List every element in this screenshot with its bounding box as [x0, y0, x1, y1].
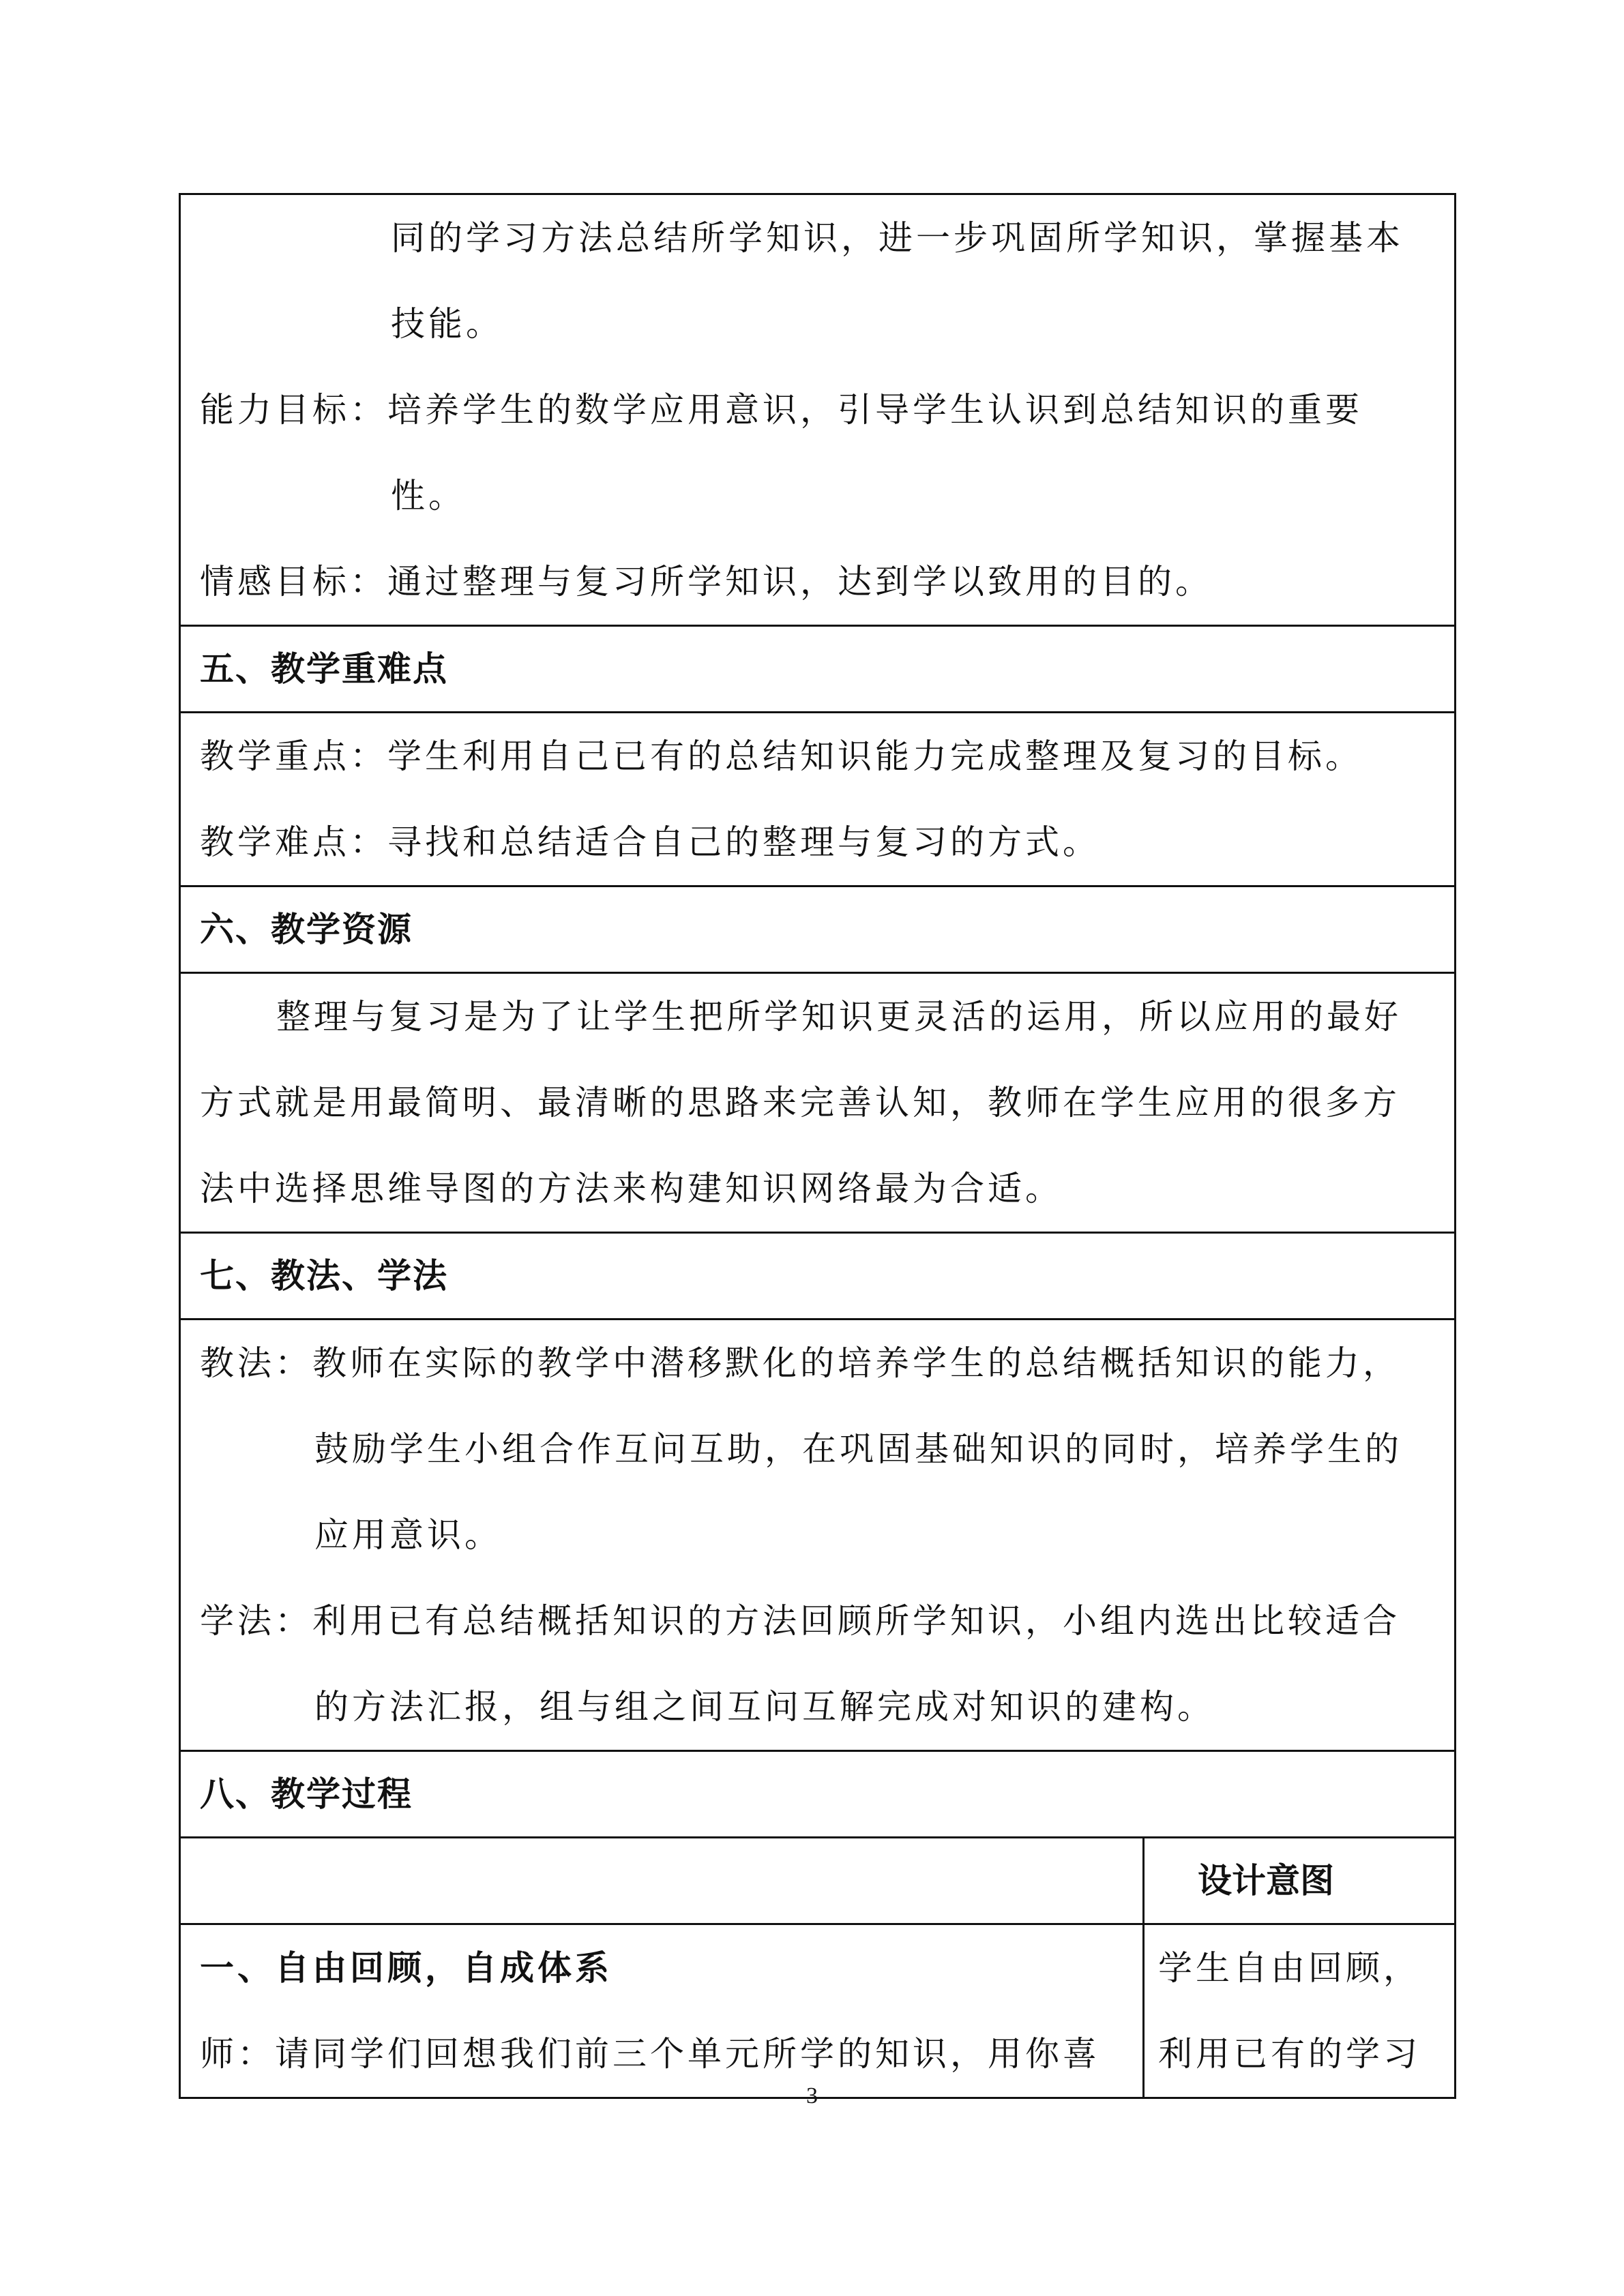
teaching-method-continued: 鼓励学生小组合作互问互助，在巩固基础知识的同时，培养学生的 [314, 1429, 1402, 1469]
step-title: 一、自由回顾，自成体系 [200, 1948, 612, 1988]
section-6-content-row [181, 974, 1454, 1234]
section-heading: 八、教学过程 [200, 1774, 413, 1814]
section-heading: 五、教学重难点 [200, 649, 448, 689]
teaching-method-continued: 应用意识。 [314, 1515, 502, 1555]
emotion-objective: 情感目标：通过整理与复习所学知识，达到学以致用的目的。 [200, 562, 1213, 601]
teaching-method: 教法：教师在实际的教学中潜移默化的培养学生的总结概括知识的能力， [200, 1343, 1400, 1383]
section-heading: 六、教学资源 [200, 910, 413, 949]
teaching-key-point: 教学重点：学生利用自己已有的总结知识能力完成整理及复习的目标。 [200, 736, 1363, 776]
process-step-intent [1145, 1925, 1454, 2097]
ability-objective-continued: 性。 [391, 476, 466, 516]
objective-text-line: 技能。 [391, 304, 503, 344]
ability-objective: 能力目标：培养学生的数学应用意识，引导学生认识到总结知识的重要 [200, 390, 1363, 430]
resource-paragraph-line: 法中选择思维导图的方法来构建知识网络最为合适。 [200, 1169, 1063, 1208]
objectives-cell [181, 195, 1454, 625]
page-number: 3 [806, 2083, 818, 2108]
lesson-plan-table [179, 193, 1456, 2099]
design-intent-text: 学生自由回顾， [1158, 1948, 1421, 1988]
section-6-heading-row [181, 887, 1454, 974]
section-7-heading-row [181, 1234, 1454, 1320]
design-intent-text: 利用已有的学习 [1158, 2034, 1421, 2074]
design-intent-header: 设计意图 [1198, 1861, 1334, 1900]
learning-method: 学法：利用已有总结概括知识的方法回顾所学知识，小组内选出比较适合 [200, 1601, 1400, 1641]
process-step-row [181, 1925, 1454, 2097]
resource-paragraph-line: 整理与复习是为了让学生把所学知识更灵活的运用，所以应用的最好 [276, 997, 1402, 1037]
process-step-content [181, 1925, 1145, 2097]
section-5-heading-row [181, 627, 1454, 713]
process-header-row [181, 1838, 1454, 1925]
process-header-right [1145, 1838, 1454, 1923]
teaching-difficult-point: 教学难点：寻找和总结适合自己的整理与复习的方式。 [200, 822, 1100, 862]
process-header-left [181, 1838, 1145, 1923]
objective-text-line: 同的学习方法总结所学知识，进一步巩固所学知识，掌握基本 [391, 218, 1404, 258]
section-7-content-row [181, 1320, 1454, 1752]
section-5-content-row [181, 713, 1454, 887]
step-text: 师：请同学们回想我们前三个单元所学的知识，用你喜 [200, 2034, 1100, 2074]
section-heading: 七、教法、学法 [200, 1256, 448, 1296]
section-8-heading-row [181, 1752, 1454, 1838]
resource-paragraph-line: 方式就是用最简明、最清晰的思路来完善认知，教师在学生应用的很多方 [200, 1083, 1400, 1122]
learning-method-continued: 的方法汇报，组与组之间互问互解完成对知识的建构。 [314, 1687, 1215, 1727]
objectives-row [181, 195, 1454, 627]
